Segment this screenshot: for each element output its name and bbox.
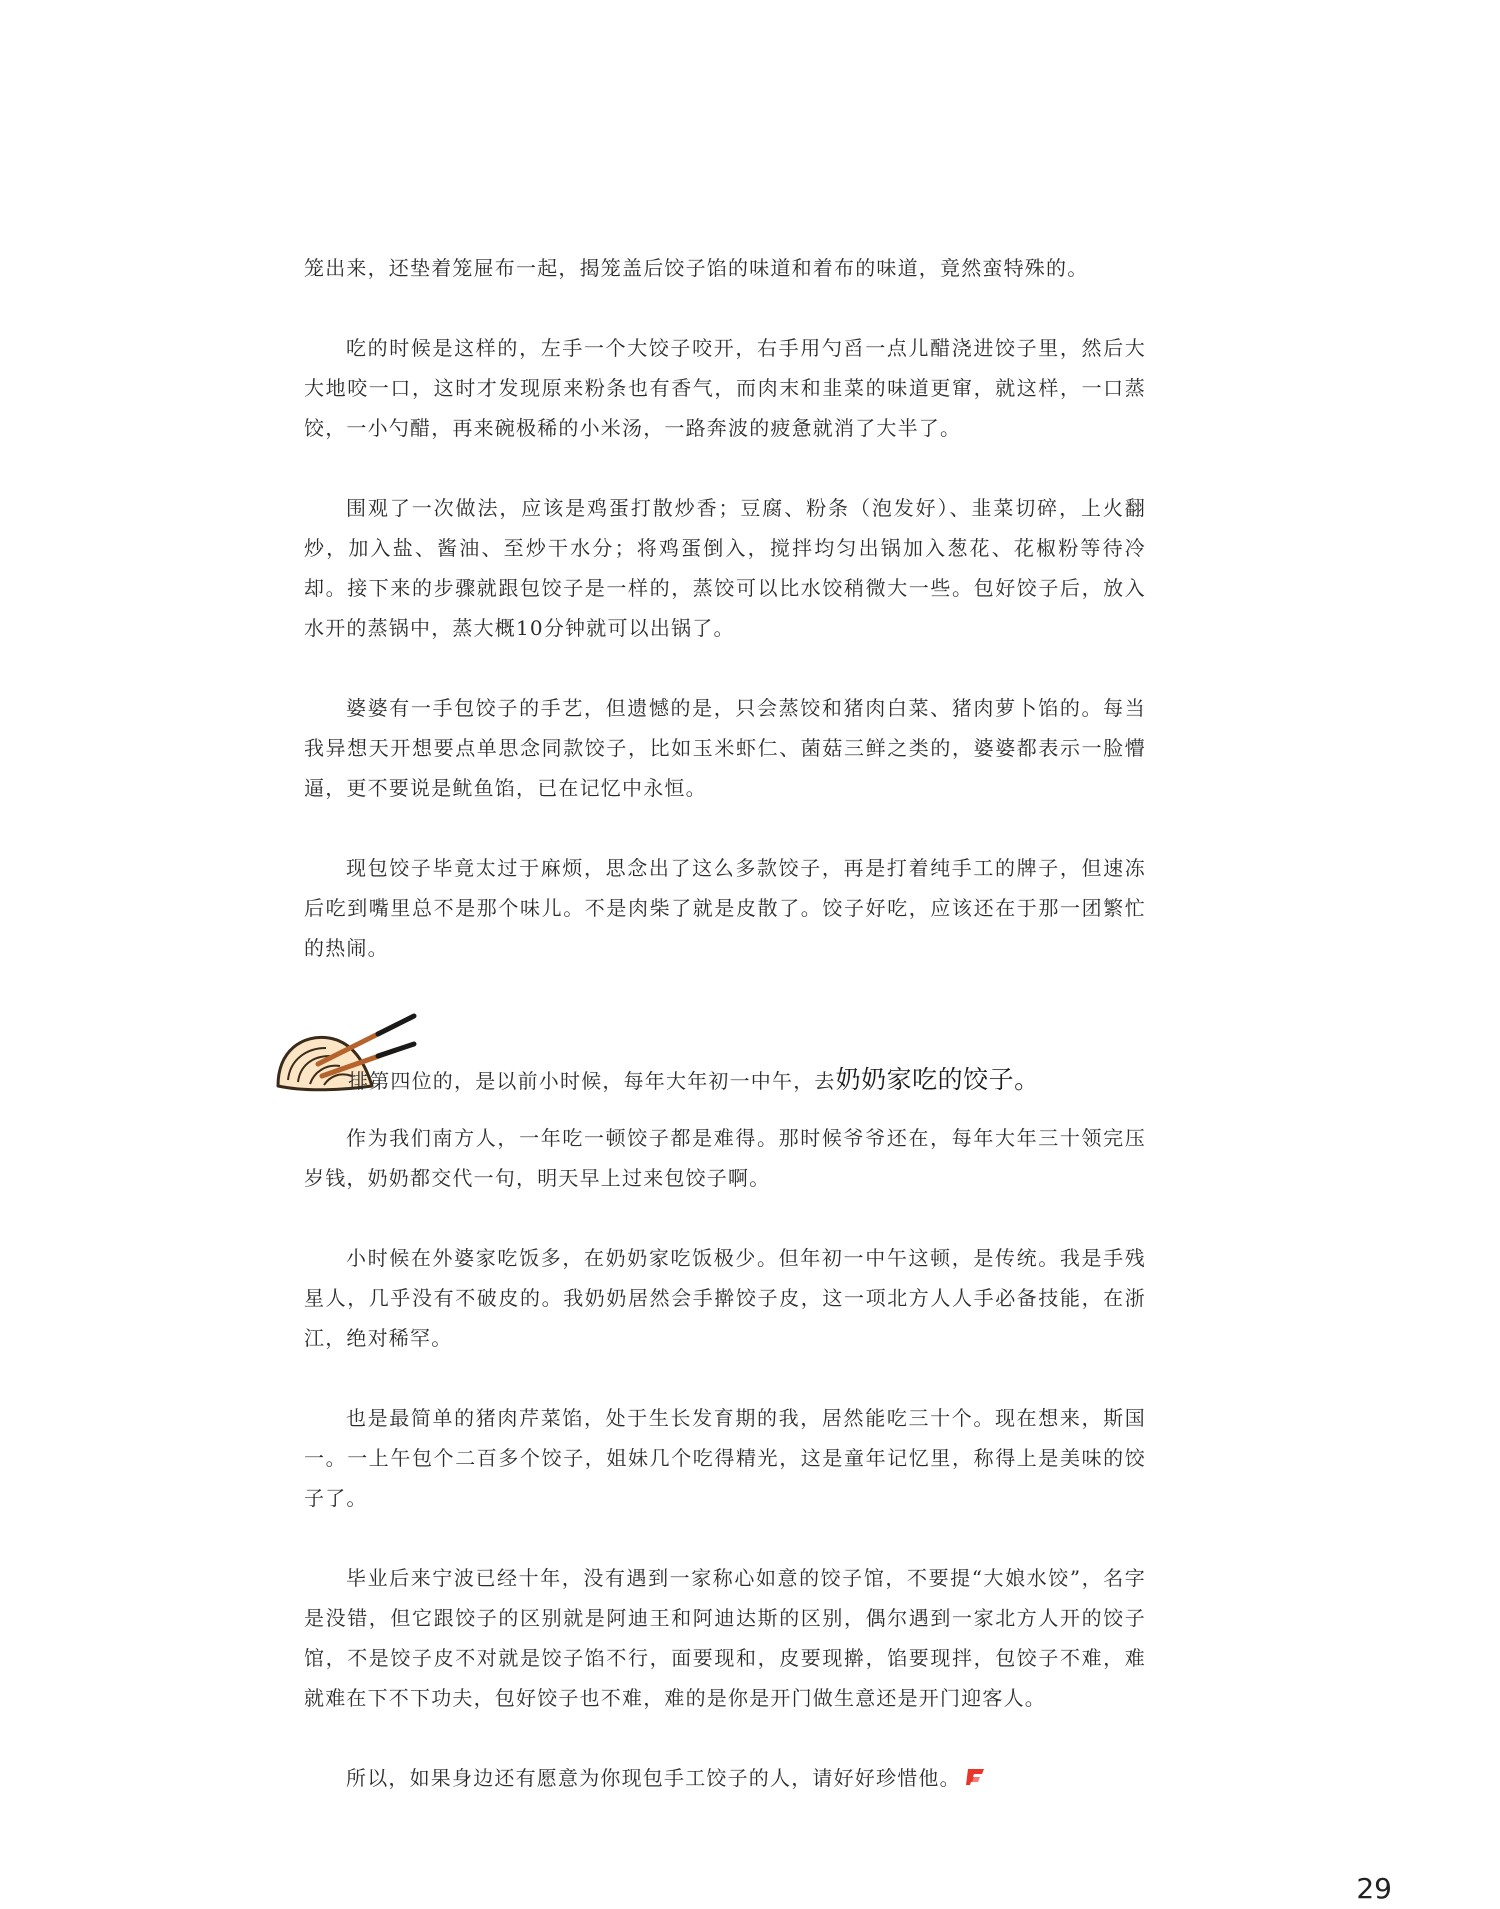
- paragraph: 小时候在外婆家吃饭多，在奶奶家吃饭极少。但年初一中午这顿，是传统。我是手残星人，几乎没有不破皮的。我奶奶居然会手擀饺子皮，这一项北方人人手必备技能，在浙江，绝对稀罕。: [304, 1246, 1146, 1350]
- paragraph: 毕业后来宁波已经十年，没有遇到一家称心如意的饺子馆，不要提“大娘水饺”，名字是没错，但它跟饺子的区别就是阿迪王和阿迪达斯的区别，偶尔遇到一家北方人开的饺子馆，不是饺子皮不对就是饺子馅不行，面要现和，皮要现擀，馅要现拌，包饺子不难，难就难在下不下功夫，包好饺子也不难，难的是你是开门做生意还是开门迎客人。: [304, 1566, 1146, 1710]
- article-body: [304, 248, 1146, 1838]
- section-heading: [304, 1008, 1146, 1100]
- paragraph: 也是最简单的猪肉芹菜馅，处于生长发育期的我，居然能吃三十个。现在想来，斯国一。一上午包个二百多个饺子，姐妹几个吃得精光，这是童年记忆里，称得上是美味的饺子了。: [304, 1406, 1146, 1510]
- paragraph: 现包饺子毕竟太过于麻烦，思念出了这么多款饺子，再是打着纯手工的牌子，但速冻后吃到嘴里总不是那个味儿。不是肉柴了就是皮散了。饺子好吃，应该还在于那一团繁忙的热闹。: [304, 856, 1146, 960]
- paragraph: 婆婆有一手包饺子的手艺，但遗憾的是，只会蒸饺和猪肉白菜、猪肉萝卜馅的。每当我异想天开想要点单思念同款饺子，比如玉米虾仁、菌菇三鲜之类的，婆婆都表示一脸懵逼，更不要说是鱿鱼馅，已在记忆中永恒。: [304, 696, 1146, 800]
- section-emphasis-text: 奶奶家吃的饺子。: [835, 1065, 1040, 1094]
- paragraph: 吃的时候是这样的，左手一个大饺子咬开，右手用勺舀一点儿醋浇进饺子里，然后大大地咬一口，这时才发现原来粉条也有香气，而肉末和韭菜的味道更窜，就这样，一口蒸饺，一小勺醋，再来碗极稀的小米汤，一路奔波的疲惫就消了大半了。: [304, 336, 1146, 440]
- closing-text: 所以，如果身边还有愿意为你现包手工饺子的人，请好好珍惜他。: [346, 1766, 961, 1790]
- paragraph: 笼出来，还垫着笼屉布一起，揭笼盖后饺子馅的味道和着布的味道，竟然蛮特殊的。: [304, 256, 1089, 280]
- end-mark-icon: [965, 1767, 985, 1787]
- section-lead-text: 排第四位的，是以前小时候，每年大年初一中午，去: [348, 1069, 836, 1093]
- page-number: 29: [1356, 1872, 1392, 1905]
- paragraph: 作为我们南方人，一年吃一顿饺子都是难得。那时候爷爷还在，每年大年三十领完压岁钱，奶奶都交代一句，明天早上过来包饺子啊。: [304, 1126, 1146, 1190]
- closing-paragraph: [304, 1758, 1146, 1798]
- paragraph: 围观了一次做法，应该是鸡蛋打散炒香；豆腐、粉条（泡发好）、韭菜切碎，上火翻炒，加入盐、酱油、至炒干水分；将鸡蛋倒入，搅拌均匀出锅加入葱花、花椒粉等待冷却。接下来的步骤就跟包饺子是一样的，蒸饺可以比水饺稍微大一些。包好饺子后，放入水开的蒸锅中，蒸大概10分钟就可以出锅了。: [304, 496, 1146, 640]
- section-lead-line: [348, 1060, 1040, 1101]
